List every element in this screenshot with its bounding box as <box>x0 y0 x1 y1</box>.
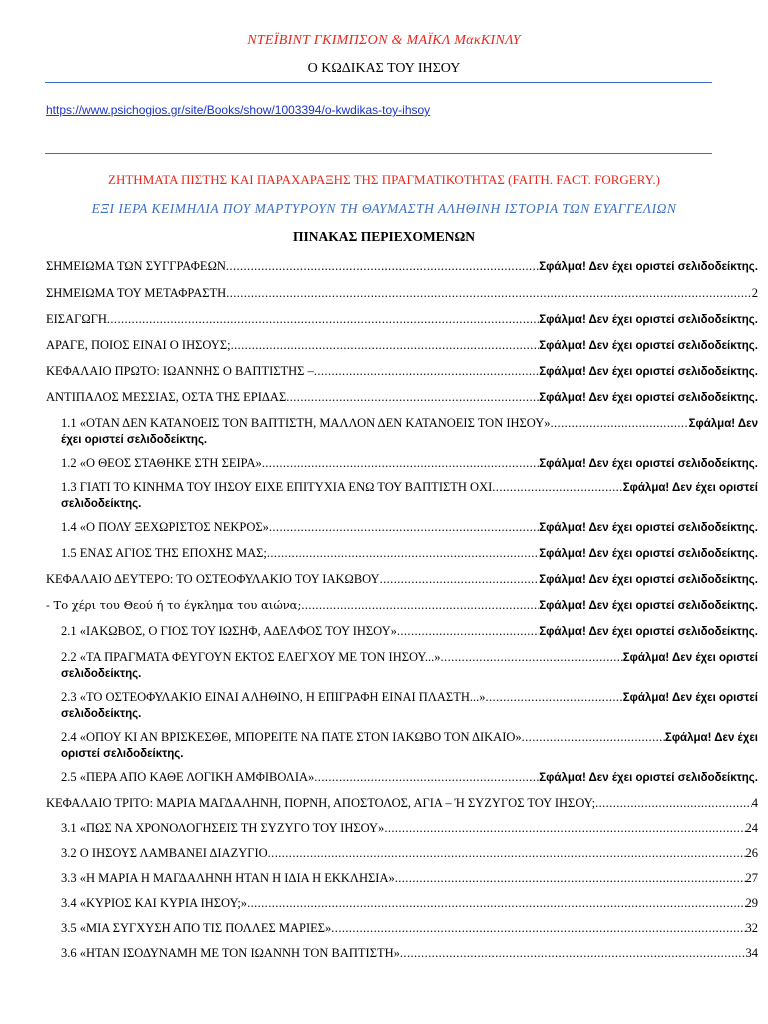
toc-entry-page: 4 <box>751 796 758 810</box>
toc-entry-page: Σφάλμα! Δεν έχει οριστεί σελιδοδείκτης. <box>539 314 758 326</box>
toc-entry-label: 1.4 «Ο ΠΟΛΥ ΞΕΧΩΡΙΣΤΟΣ ΝΕΚΡΟΣ» <box>61 520 269 534</box>
toc-entry-page: 29 <box>745 896 758 910</box>
book-title: Ο ΚΩΔΙΚΑΣ ΤΟΥ ΙΗΣΟΥ <box>307 61 461 76</box>
toc-entry-page: Σφάλμα! Δεν έχει οριστεί <box>622 692 758 704</box>
toc-entry-label: 3.3 «Η ΜΑΡΙΑ Η ΜΑΓΔΑΛΗΝΗ ΗΤΑΝ Η ΙΔΙΑ Η ΕΚΚΛΗΣΙΑ» <box>61 871 395 885</box>
leader-dots <box>551 415 689 431</box>
toc-entry-page: Σφάλμα! Δεν έχει οριστεί σελιδοδείκτης. <box>539 261 758 273</box>
leader-dots <box>522 729 665 745</box>
toc-entry[interactable] <box>46 455 758 472</box>
toc-entry-page: Σφάλμα! Δεν έχει οριστεί <box>622 482 758 494</box>
toc-entry-label: 3.4 «ΚΥΡΙΟΣ ΚΑΙ ΚΥΡΙΑ ΙΗΣΟΥ;» <box>61 896 248 910</box>
toc-entry[interactable] <box>46 363 758 380</box>
toc-entry-page: Σφάλμα! Δεν έχει οριστεί σελιδοδείκτης. <box>539 548 758 560</box>
toc-entry-page: Σφάλμα! Δεν έχει οριστεί σελιδοδείκτης. <box>539 574 758 586</box>
leader-dots <box>247 895 745 911</box>
toc-entry[interactable] <box>46 311 758 328</box>
subtitle-red: ΖΗΤΗΜΑΤΑ ΠΙΣΤΗΣ ΚΑΙ ΠΑΡΑΧΑΡΑΞΗΣ ΤΗΣ ΠΡΑΓΜΑΤΙΚΟΤΗΤΑΣ (FAITH. FACT. FORGERY.) <box>108 172 660 187</box>
toc-entry-page: 32 <box>745 921 758 935</box>
toc-entry[interactable] <box>46 519 758 536</box>
toc-entry[interactable] <box>46 729 758 762</box>
leader-dots <box>485 689 622 705</box>
leader-dots <box>262 455 540 471</box>
toc-entry-page-continued: σελιδοδείκτης. <box>61 668 142 680</box>
toc-entry[interactable] <box>46 845 758 861</box>
toc-entry-label: ΣΗΜΕΙΩΜΑ ΤΩΝ ΣΥΓΓΡΑΦΕΩΝ <box>46 259 226 273</box>
leader-dots <box>231 337 540 353</box>
toc-entry-page: Σφάλμα! Δεν έχει οριστεί σελιδοδείκτης. <box>539 772 758 784</box>
divider-top <box>45 82 712 83</box>
leader-dots <box>286 389 539 405</box>
toc-entry-page-continued: σελιδοδείκτης. <box>61 708 142 720</box>
toc-entry[interactable] <box>46 415 758 448</box>
toc-entry-label: 1.2 «Ο ΘΕΟΣ ΣΤΑΘΗΚΕ ΣΤΗ ΣΕΙΡΑ» <box>61 456 262 470</box>
toc-entry-page: 2 <box>751 286 758 300</box>
toc-entry[interactable] <box>46 337 758 354</box>
toc-entry[interactable] <box>46 597 758 614</box>
toc-entry-page-continued: έχει οριστεί σελιδοδείκτης. <box>61 434 208 446</box>
toc-entry[interactable] <box>46 920 758 936</box>
leader-dots <box>314 363 539 379</box>
toc-entry[interactable] <box>46 389 758 406</box>
toc-entry-label: 1.5 ΕΝΑΣ ΑΓΙΟΣ ΤΗΣ ΕΠΟΧΗΣ ΜΑΣ; <box>61 546 267 560</box>
toc-entry-page: 27 <box>745 871 758 885</box>
toc-entry[interactable] <box>46 623 758 640</box>
leader-dots <box>226 285 752 301</box>
toc-entry-label: ΚΕΦΑΛΑΙΟ ΔΕΥΤΕΡΟ: ΤΟ ΟΣΤΕΟΦΥΛΑΚΙΟ ΤΟΥ ΙΑΚΩΒΟΥ <box>46 572 380 586</box>
leader-dots <box>268 845 746 861</box>
toc-entry-label: ΚΕΦΑΛΑΙΟ ΠΡΩΤΟ: ΙΩΑΝΝΗΣ Ο ΒΑΠΤΙΣΤΗΣ – <box>46 364 314 378</box>
leader-dots <box>331 920 745 936</box>
toc-entry-label: ΕΙΣΑΓΩΓΗ <box>46 312 107 326</box>
toc-entry-page: Σφάλμα! Δεν <box>688 418 758 430</box>
toc-entry[interactable] <box>46 479 758 512</box>
toc-entry-page: Σφάλμα! Δεν έχει οριστεί σελιδοδείκτης. <box>539 366 758 378</box>
toc-entry[interactable] <box>46 895 758 911</box>
toc-entry-label: 3.2 Ο ΙΗΣΟΥΣ ΛΑΜΒΑΝΕΙ ΔΙΑΖΥΓΙΟ <box>61 846 268 860</box>
toc-entry-label: 3.5 «ΜΙΑ ΣΥΓΧΥΣΗ ΑΠΟ ΤΙΣ ΠΟΛΛΕΣ ΜΑΡΙΕΣ» <box>61 921 332 935</box>
toc-entry-page: Σφάλμα! Δεν έχει οριστεί σελιδοδείκτης. <box>539 522 758 534</box>
toc-entry-label: 2.4 «ΟΠΟΥ ΚΙ ΑΝ ΒΡΙΣΚΕΣΘΕ, ΜΠΟΡΕΙΤΕ ΝΑ ΠΑΤΕ ΣΤΟΝ ΙΑΚΩΒΟ ΤΟΝ ΔΙΚΑΙΟ» <box>61 730 522 744</box>
toc-entry-label: ΚΕΦΑΛΑΙΟ ΤΡΙΤΟ: ΜΑΡΙΑ ΜΑΓΔΑΛΗΝΗ, ΠΟΡΝΗ, ΑΠΟΣΤΟΛΟΣ, ΑΓΙΑ – Ή ΣΥΖΥΓΟΣ ΤΟΥ ΙΗΣΟΥ; <box>46 796 596 810</box>
toc-entry-label: 2.2 «ΤΑ ΠΡΑΓΜΑΤΑ ΦΕΥΓΟΥΝ ΕΚΤΟΣ ΕΛΕΓΧΟΥ ΜΕ ΤΟΝ ΙΗΣΟΥ...» <box>61 650 441 664</box>
toc-entry-label: ΑΡΑΓΕ, ΠΟΙΟΣ ΕΙΝΑΙ Ο ΙΗΣΟΥΣ; <box>46 338 231 352</box>
toc-entry-label: 3.1 «ΠΩΣ ΝΑ ΧΡΟΝΟΛΟΓΗΣΕΙΣ ΤΗ ΣΥΖΥΓΟ ΤΟΥ ΙΗΣΟΥ» <box>61 821 385 835</box>
toc-entry-label: ΣΗΜΕΙΩΜΑ ΤΟΥ ΜΕΤΑΦΡΑΣΤΗ <box>46 286 227 300</box>
toc-entry[interactable] <box>46 285 758 301</box>
toc-entry-label: - Το χέρι του Θεού ή το έγκλημα του αιώνα; <box>46 598 302 612</box>
toc-heading: ΠΙΝΑΚΑΣ ΠΕΡΙΕΧΟΜΕΝΩΝ <box>292 229 476 244</box>
toc-entry-label: 3.6 «ΗΤΑΝ ΙΣΟΔΥΝΑΜΗ ΜΕ ΤΟΝ ΙΩΑΝΝΗ ΤΟΝ ΒΑΠΤΙΣΤΗ» <box>61 946 400 960</box>
toc-entry-page-continued: οριστεί σελιδοδείκτης. <box>61 748 184 760</box>
leader-dots <box>595 795 752 811</box>
toc-entry[interactable] <box>46 820 758 836</box>
toc-entry-page: Σφάλμα! Δεν έχει οριστεί σελιδοδείκτης. <box>539 458 758 470</box>
leader-dots <box>441 649 623 665</box>
book-link[interactable]: https://www.psichogios.gr/site/Books/show/1003394/o-kwdikas-toy-ihsoy <box>46 103 431 117</box>
toc-entry-page: Σφάλμα! Δεν έχει οριστεί σελιδοδείκτης. <box>539 392 758 404</box>
toc-entry[interactable] <box>46 795 758 811</box>
leader-dots <box>107 311 539 327</box>
toc-entry[interactable] <box>46 649 758 682</box>
toc-entry[interactable] <box>46 258 758 275</box>
leader-dots <box>380 571 540 587</box>
toc-entry[interactable] <box>46 870 758 886</box>
toc-entry-page: 34 <box>745 946 758 960</box>
toc-entry-label: 1.1 «ΟΤΑΝ ΔΕΝ ΚΑΤΑΝΟΕΙΣ ΤΟΝ ΒΑΠΤΙΣΤΗ, ΜΑΛΛΟΝ ΔΕΝ ΚΑΤΑΝΟΕΙΣ ΤΟΝ ΙΗΣΟΥ» <box>61 416 551 430</box>
toc-entry-label: 2.1 «ΙΑΚΩΒΟΣ, Ο ΓΙΟΣ ΤΟΥ ΙΩΣΗΦ, ΑΔΕΛΦΟΣ ΤΟΥ ΙΗΣΟΥ» <box>61 624 397 638</box>
toc-entry-page-continued: σελιδοδείκτης. <box>61 498 142 510</box>
leader-dots <box>267 545 539 561</box>
table-of-contents <box>46 258 758 961</box>
toc-entry[interactable] <box>46 769 758 786</box>
leader-dots <box>314 769 539 785</box>
toc-entry[interactable] <box>46 945 758 961</box>
leader-dots <box>226 258 539 274</box>
toc-entry-page: Σφάλμα! Δεν έχει οριστεί σελιδοδείκτης. <box>539 626 758 638</box>
toc-entry-page: 24 <box>745 821 758 835</box>
leader-dots <box>395 870 746 886</box>
toc-entry[interactable] <box>46 689 758 722</box>
toc-entry-page: Σφάλμα! Δεν έχει οριστεί σελιδοδείκτης. <box>539 340 758 352</box>
toc-entry-label: 2.3 «ΤΟ ΟΣΤΕΟΦΥΛΑΚΙΟ ΕΙΝΑΙ ΑΛΗΘΙΝΟ, Η ΕΠΙΓΡΑΦΗ ΕΙΝΑΙ ΠΛΑΣΤΗ...» <box>61 690 486 704</box>
toc-entry-label: 1.3 ΓΙΑΤΙ ΤΟ ΚΙΝΗΜΑ ΤΟΥ ΙΗΣΟΥ ΕΙΧΕ ΕΠΙΤΥΧΙΑ ΕΝΩ ΤΟΥ ΒΑΠΤΙΣΤΗ ΟΧΙ <box>61 480 493 494</box>
toc-entry[interactable] <box>46 571 758 588</box>
leader-dots <box>384 820 745 836</box>
toc-entry-page: Σφάλμα! Δεν έχει <box>664 732 758 744</box>
subtitle-blue: ΕΞΙ ΙΕΡΑ ΚΕΙΜΗΛΙΑ ΠΟΥ ΜΑΡΤΥΡΟΥΝ ΤΗ ΘΑΥΜΑΣΤΗ ΑΛΗΘΙΝΗ ΙΣΤΟΡΙΑ ΤΩΝ ΕΥΑΓΓΕΛΙΩΝ <box>91 201 677 216</box>
toc-entry-page: 26 <box>745 846 758 860</box>
toc-entry-page: Σφάλμα! Δεν έχει οριστεί σελιδοδείκτης. <box>539 600 758 612</box>
toc-entry[interactable] <box>46 545 758 562</box>
toc-entry-label: 2.5 «ΠΕΡΑ ΑΠΟ ΚΑΘΕ ΛΟΓΙΚΗ ΑΜΦΙΒΟΛΙΑ» <box>61 770 315 784</box>
authors-heading: ΝΤΕΪΒΙΝΤ ΓΚΙΜΠΣΟΝ & ΜΑΪΚΛ ΜακΚΙΝΛΥ <box>247 33 521 48</box>
leader-dots <box>492 479 622 495</box>
leader-dots <box>269 519 539 535</box>
leader-dots <box>301 597 539 613</box>
leader-dots <box>400 945 746 961</box>
toc-entry-label: ΑΝΤΙΠΑΛΟΣ ΜΕΣΣΙΑΣ, ΟΣΤΑ ΤΗΣ ΕΡΙΔΑΣ <box>46 390 287 404</box>
divider-bottom <box>45 153 712 154</box>
leader-dots <box>397 623 539 639</box>
toc-entry-page: Σφάλμα! Δεν έχει οριστεί <box>622 652 758 664</box>
